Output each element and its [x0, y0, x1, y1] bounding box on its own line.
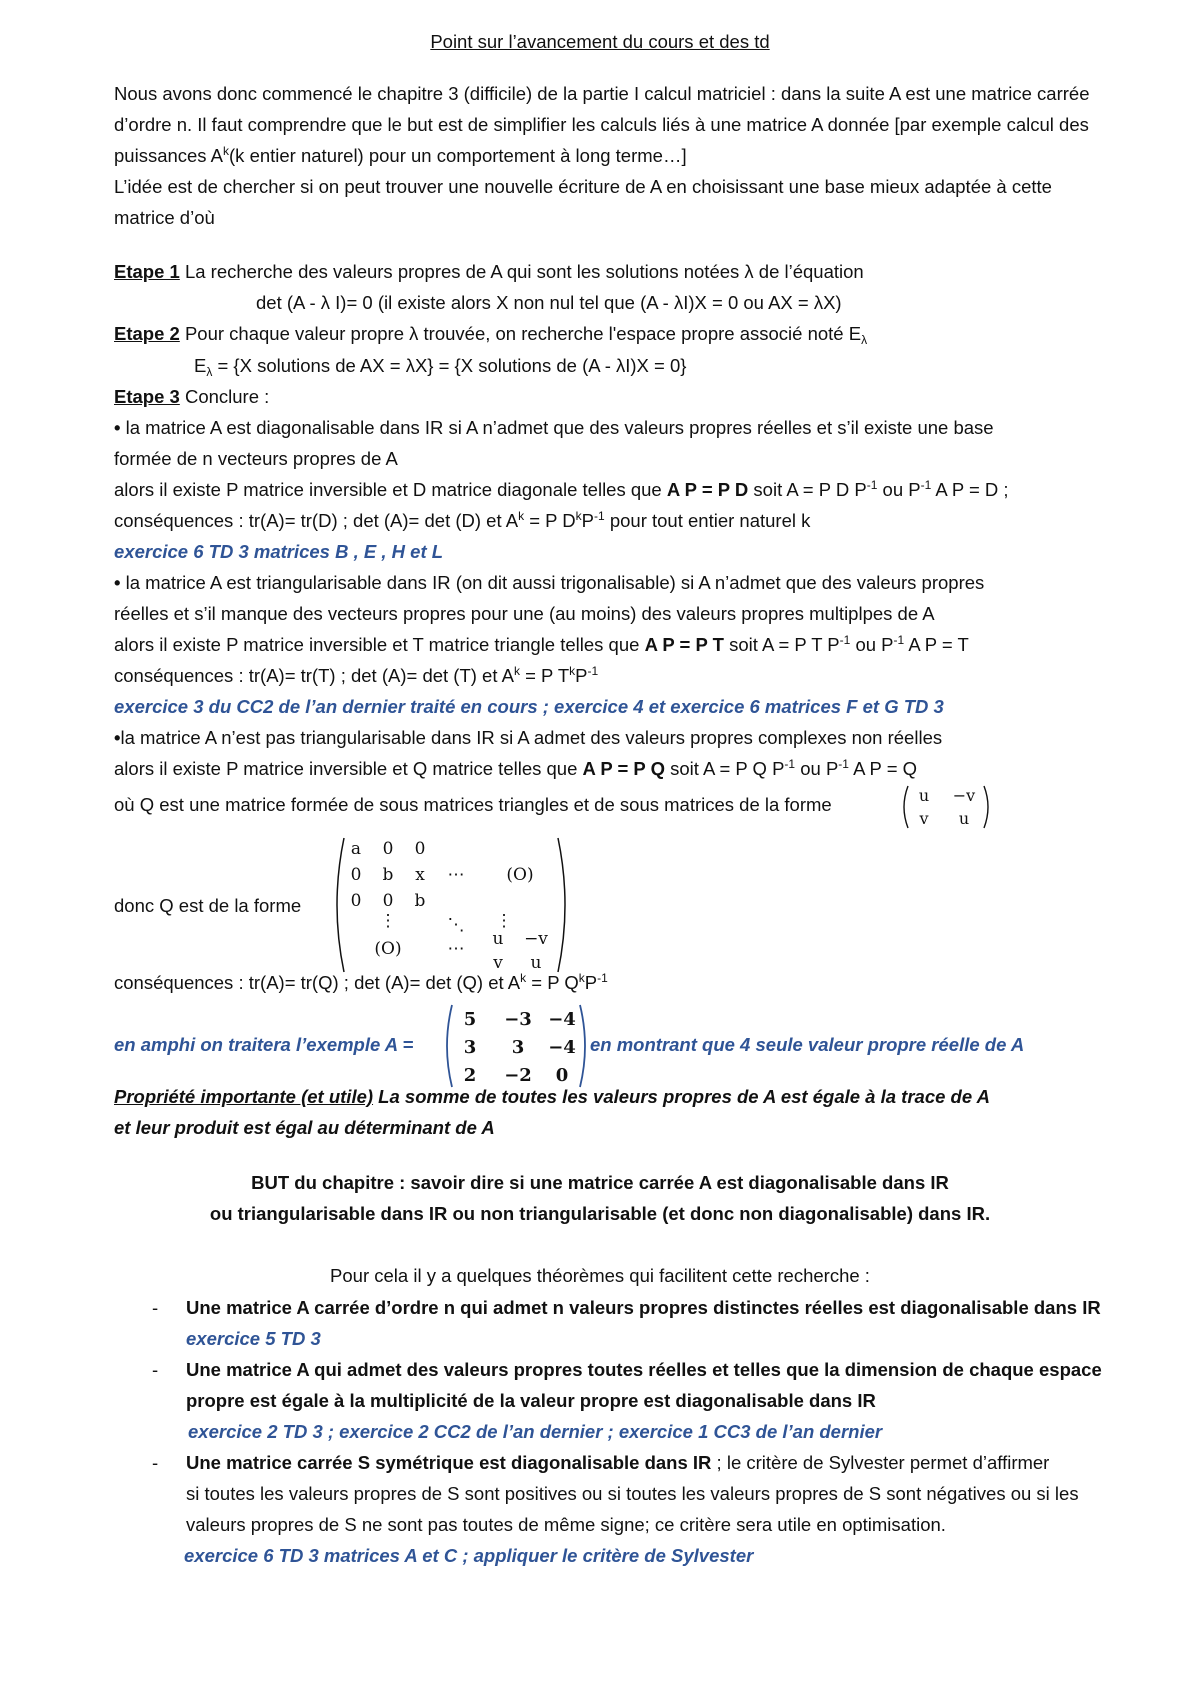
amphi-cell: 5: [463, 1009, 477, 1030]
theorem-2-line-2: propre est égale à la multiplicité de la valeur propre est diagonalisable dans IR: [186, 1390, 876, 1411]
nontrig-line-4: conséquences : tr(A)= tr(Q) ; det (A)= det (Q) et $A^k = P$ $Q^kP^{-1}$: [114, 971, 608, 993]
q-cell: 0: [414, 839, 426, 859]
theorem-3-line-2: si toutes les valeurs propres de S sont positives ou si toutes les valeurs propres de S sont négatives ou si les: [186, 1483, 1079, 1504]
property-line-2: et leur produit est égal au déterminant de A: [114, 1117, 495, 1138]
q-matrix: [332, 836, 572, 979]
small-matrix-cell: −v: [952, 786, 976, 805]
diag-exercise: exercice 6 TD 3 matrices B , E , H et L: [114, 541, 444, 562]
amphi-cell: 2: [463, 1065, 477, 1086]
amphi-cell: 3: [463, 1037, 477, 1058]
dash-icon: -: [152, 1297, 159, 1318]
theorem-2-line-1: Une matrice A qui admet des valeurs propres toutes réelles et telles que la dimension de chaque espace: [186, 1359, 1102, 1380]
q-cell: b: [414, 891, 426, 911]
q-cell: ⋯: [447, 865, 465, 885]
q-cell: 0: [350, 891, 362, 911]
amphi-cell: −4: [548, 1037, 576, 1058]
amphi-cell: 0: [555, 1065, 569, 1086]
q-cell: (O): [506, 865, 534, 885]
etape-3: Etape 3 Conclure :: [114, 386, 270, 407]
amphi-example-pre: en amphi on traitera l’exemple A =: [114, 1034, 414, 1055]
small-matrix-cell: v: [919, 809, 929, 828]
property-label: Propriété importante (et utile): [114, 1086, 374, 1107]
amphi-cell: −2: [504, 1065, 532, 1086]
q-cell: b: [382, 865, 394, 885]
q-cell: ⋮: [495, 911, 513, 931]
small-matrix-cell: u: [958, 809, 970, 828]
theorem-1-exercise: exercice 5 TD 3: [186, 1328, 321, 1349]
bullet-icon: •: [114, 727, 121, 748]
intro-line-4: L’idée est de chercher si on peut trouver une nouvelle écriture de A en choisissant une base mieux adaptée à cette: [114, 176, 1052, 197]
small-matrix-cell: u: [918, 786, 930, 805]
etape-3-label: Etape 3: [114, 386, 180, 407]
theorem-2-exercise: exercice 2 TD 3 ; exercice 2 CC2 de l’an dernier ; exercice 1 CC3 de l’an dernier: [188, 1421, 883, 1442]
small-matrix: [900, 784, 992, 835]
etape-2-equation: $E_\lambda = \{X$ solutions de AX = λX} = {X solutions de (A - λI)X = 0}: [194, 355, 687, 379]
bullet-icon: •: [114, 417, 121, 438]
q-cell: 0: [382, 891, 394, 911]
etape-2: Etape 2 Pour chaque valeur propre λ trouvée, on recherche l'espace propre associé noté $E_\lambda$: [114, 323, 868, 347]
diag-line-4: conséquences : tr(A)= tr(D) ; det (A)= det (D) et $A^k = P$ $D^kP^{-1}$ pour tout entier naturel k: [114, 509, 811, 531]
q-cell: 0: [350, 865, 362, 885]
diag-line-3: alors il existe P matrice inversible et D matrice diagonale telles que A P = P D soit A = P D $P^{-1}$ ou $P^{-1}$ A P = D ;: [114, 478, 1009, 500]
theorems-intro: Pour cela il y a quelques théorèmes qui facilitent cette recherche :: [330, 1265, 870, 1286]
theorem-3-exercise: exercice 6 TD 3 matrices A et C ; appliquer le critère de Sylvester: [184, 1545, 754, 1566]
amphi-cell: 3: [511, 1037, 525, 1058]
trig-line-4: conséquences : tr(A)= tr(T) ; det (A)= det (T) et $A^k = P$ $T^kP^{-1}$: [114, 664, 599, 686]
q-cell: u: [530, 953, 542, 973]
trig-line-1: • la matrice A est triangularisable dans IR (on dit aussi trigonalisable) si A n’admet que des valeurs propres: [114, 572, 985, 593]
intro-line-3: puissances $A^k(k$ entier naturel) pour un comportement à long terme…]: [114, 144, 687, 166]
q-cell: v: [493, 953, 503, 973]
q-cell: ⋮: [379, 911, 397, 931]
etape-1-equation: det (A - λ I)= 0 (il existe alors X non nul tel que (A - λI)X = 0 ou AX = λX): [256, 292, 842, 313]
etape-2-label: Etape 2: [114, 323, 180, 344]
nontrig-line-2: alors il existe P matrice inversible et Q matrice telles que A P = P Q soit A = P Q $P^{-1}$ ou $P^{-1}$ A P = Q: [114, 757, 918, 779]
trig-exercise: exercice 3 du CC2 de l’an dernier traité en cours ; exercice 4 et exercice 6 matrices F et G TD 3: [114, 696, 944, 717]
q-cell: 0: [382, 839, 394, 859]
intro-line-2: d’ordre n. Il faut comprendre que le but est de simplifier les calculs liés à une matrice A donnée [par exemple calcul des: [114, 114, 1089, 135]
q-form-label: donc Q est de la forme: [114, 895, 302, 916]
bullet-icon: •: [114, 572, 121, 593]
theorem-1-line-1: Une matrice A carrée d’ordre n qui admet n valeurs propres distinctes réelles est diagonalisable dans IR: [186, 1297, 1101, 1318]
dash-icon: -: [152, 1359, 159, 1380]
intro-line-1: Nous avons donc commencé le chapitre 3 (difficile) de la partie I calcul matriciel : dans la suite A est une matrice carrée: [114, 83, 1090, 104]
diag-line-2: formée de n vecteurs propres de A: [114, 448, 398, 469]
q-cell: (O): [374, 939, 402, 959]
theorem-3-line-1: Une matrice carrée S symétrique est diagonalisable dans IR ; le critère de Sylvester permet d’affirmer: [186, 1452, 1050, 1473]
q-cell: ⋯: [447, 939, 465, 959]
dash-icon: -: [152, 1452, 159, 1473]
q-cell: ⋱: [447, 915, 465, 935]
theorem-3-line-3: valeurs propres de S ne sont pas toutes de même signe; ce critère sera utile en optimisation.: [186, 1514, 946, 1535]
q-cell: x: [415, 865, 425, 885]
nontrig-line-3: où Q est une matrice formée de sous matrices triangles et de sous matrices de la forme: [114, 794, 832, 815]
nontrig-line-1: •la matrice A n’est pas triangularisable dans IR si A admet des valeurs propres complexes non réelles: [114, 727, 943, 748]
goal-line-1: BUT du chapitre : savoir dire si une matrice carrée A est diagonalisable dans IR: [251, 1172, 949, 1193]
trig-line-3: alors il existe P matrice inversible et T matrice triangle telles que A P = P T soit A = P T $P^{-1}$ ou $P^{-1}$ A P = T: [114, 633, 969, 655]
amphi-matrix: [442, 1003, 590, 1094]
q-cell: −v: [524, 929, 548, 949]
amphi-cell: −3: [504, 1009, 532, 1030]
page-title: Point sur l’avancement du cours et des td: [430, 31, 770, 52]
goal-line-2: ou triangularisable dans IR ou non triangularisable (et donc non diagonalisable) dans IR.: [209, 1203, 991, 1224]
q-cell: a: [350, 839, 362, 859]
amphi-cell: −4: [548, 1009, 576, 1030]
diag-line-1: • la matrice A est diagonalisable dans IR si A n’admet que des valeurs propres réelles et s’il existe une base: [114, 417, 994, 438]
q-cell: u: [492, 929, 504, 949]
amphi-example-post: en montrant que 4 seule valeur propre réelle de A: [590, 1034, 1025, 1055]
property-line-1: Propriété importante (et utile) La somme de toutes les valeurs propres de A est égale à la trace de A: [114, 1086, 990, 1107]
etape-1: Etape 1 La recherche des valeurs propres de A qui sont les solutions notées λ de l’équation: [114, 261, 864, 282]
etape-1-label: Etape 1: [114, 261, 180, 282]
intro-line-5: matrice d’où: [114, 207, 215, 228]
trig-line-2: réelles et s’il manque des vecteurs propres pour une (au moins) des valeurs propres multiplpes de A: [114, 603, 935, 624]
